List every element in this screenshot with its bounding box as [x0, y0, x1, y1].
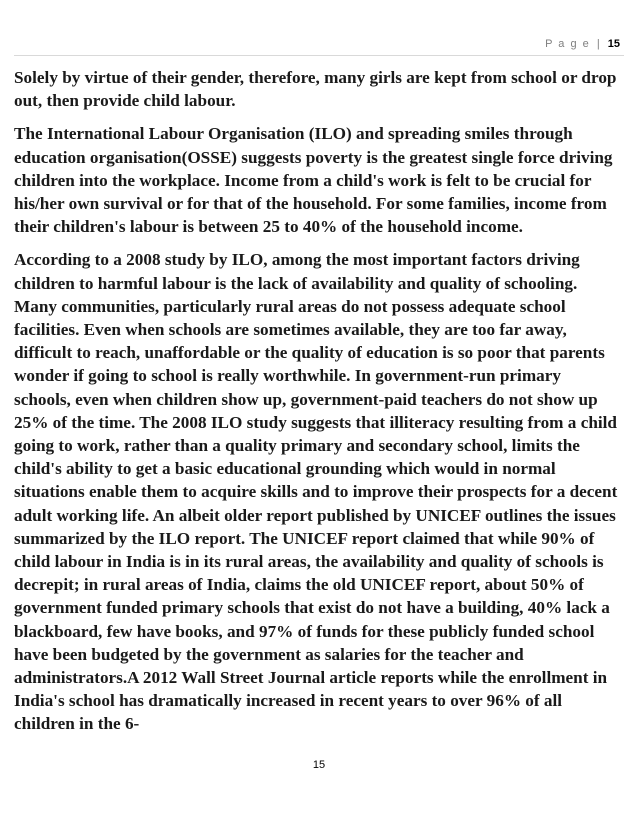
paragraph-schooling: According to a 2008 study by ILO, among the most important factors driving children to harmful labour is the lack of availability and quality of schooling. Many communities, particularly rural areas do not possess adequate school facilities. Even when schools are sometimes available, they are too far away, difficult to reach, unaffordable or the quality of education is so poor that parents wonder if going to school is really worthwhile. In government-run primary schools, even when children show up, government-paid teachers do not show up 25% of the time. The 2008 ILO study suggests that illiteracy resulting from a child going to work, rather than a quality primary and secondary school, limits the child's ability to get a basic educational grounding which would in normal situations enable them to acquire skills and to improve their prospects for a decent adult working life. An albeit older report published by UNICEF outlines the issues summarized by the ILO report. The UNICEF report claimed that while 90% of child labour in India is in its rural areas, the availability and quality of schools is decrepit; in rural areas of India, claims the old UNICEF report, about 50% of government funded primary schools that exist do not have a building, 40% lack a blackboard, few have books, and 97% of funds for these publicly funded school have been budgeted by the government as salaries for the teacher and administrators.A 2012 Wall Street Journal article reports while the enrollment in India's school has dramatically increased in recent years to over 96% of all children in the 6- [14, 250, 618, 734]
header-divider [14, 55, 624, 56]
page-header [545, 38, 620, 50]
paragraph-poverty: The International Labour Organisation (ILO) and spreading smiles through education organisation(OSSE) suggests poverty is the greatest single force driving children into the workplace. Income from a child's work is felt to be crucial for his/her own survival or for that of the household. For some families, income from their children's labour is between 25 to 40% of the household income. [14, 124, 613, 237]
header-page-number: 15 [607, 38, 620, 50]
page-footer [0, 759, 638, 771]
paragraph-gender: Solely by virtue of their gender, therefore, many girls are kept from school or drop out, then provide child labour. [14, 68, 617, 111]
document-body [14, 66, 622, 746]
page-label: P a g e [545, 38, 591, 50]
footer-page-number: 15 [312, 759, 326, 771]
page-separator: | [596, 38, 602, 50]
